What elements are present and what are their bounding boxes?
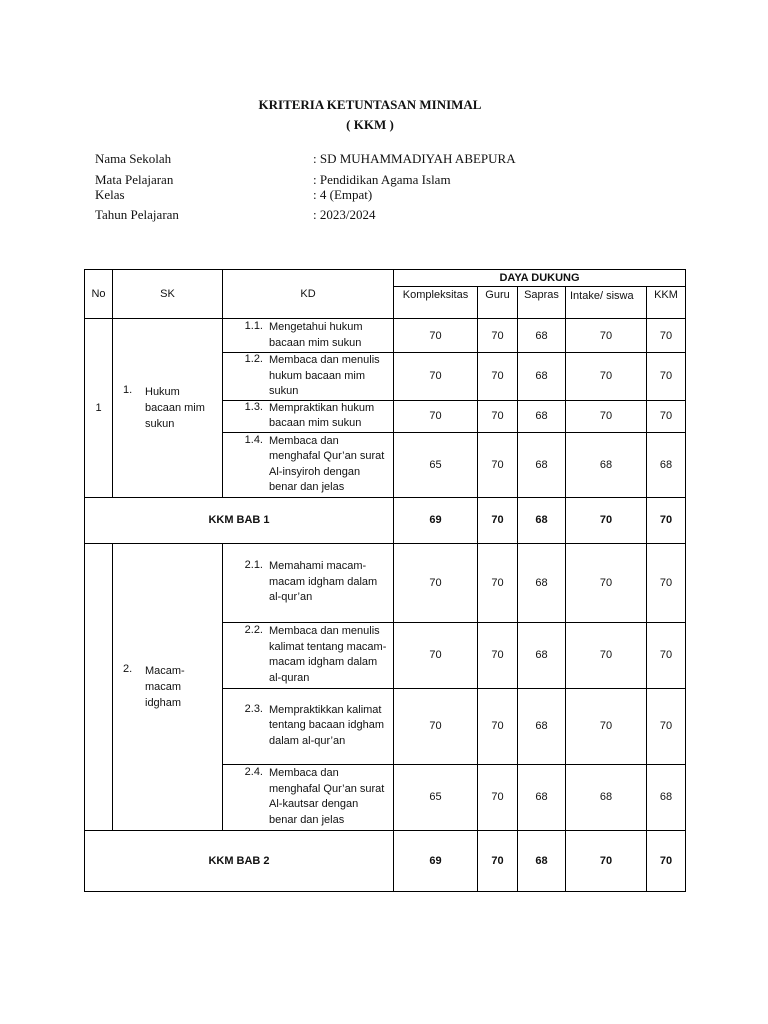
table-row: [85, 319, 686, 353]
cell-intake: 68: [566, 432, 647, 497]
header-daya-dukung: DAYA DUKUNG: [394, 270, 686, 287]
header-sapras: Sapras: [518, 287, 566, 319]
info-label-class: Kelas: [95, 187, 125, 202]
cell-sapras: 68: [518, 353, 566, 401]
kd-cell: [223, 353, 394, 401]
cell-guru: 70: [478, 353, 518, 401]
sk-text: Hukum bacaan mim sukun: [145, 385, 205, 430]
cell-kkm: 70: [647, 400, 686, 432]
cell-guru: 70: [478, 543, 518, 622]
cell-kompleksitas: 70: [394, 353, 478, 401]
info-value-year: : 2023/2024: [313, 207, 376, 222]
header-no: No: [85, 270, 113, 319]
cell-intake: 70: [566, 543, 647, 622]
info-value-school: : SD MUHAMMADIYAH ABEPURA: [313, 151, 516, 166]
header-sk: SK: [113, 270, 223, 319]
cell-intake: 68: [566, 764, 647, 830]
kd-text: Membaca dan menulis hukum bacaan mim sukun: [269, 354, 380, 397]
cell-sapras: 68: [518, 319, 566, 353]
kd-text: Membaca dan menghafal Qur’an surat Al-kautsar dengan benar dan jelas: [269, 767, 385, 826]
cell-intake: 70: [566, 319, 647, 353]
summary-label: KKM BAB 1: [85, 497, 394, 543]
document-subtitle: ( KKM ): [346, 117, 394, 132]
cell-guru: 70: [478, 432, 518, 497]
cell-guru: 70: [478, 764, 518, 830]
summary-kkm: 70: [647, 497, 686, 543]
kd-text: Membaca dan menghafal Qur’an surat Al-insyiroh dengan benar dan jelas: [269, 434, 385, 493]
kd-number: 2.1.: [244, 559, 263, 572]
cell-sapras: 68: [518, 400, 566, 432]
kd-text: Mempraktikan hukum bacaan mim sukun: [269, 401, 375, 429]
summary-intake: 70: [566, 497, 647, 543]
cell-kkm: 70: [647, 319, 686, 353]
cell-kompleksitas: 65: [394, 432, 478, 497]
cell-intake: 70: [566, 622, 647, 688]
cell-kkm: 70: [647, 622, 686, 688]
summary-kompleksitas: 69: [394, 830, 478, 891]
summary-sapras: 68: [518, 830, 566, 891]
cell-kkm: 68: [647, 764, 686, 830]
summary-kkm: 70: [647, 830, 686, 891]
row-no: 1: [85, 319, 113, 498]
cell-intake: 70: [566, 688, 647, 764]
header-kd: KD: [223, 270, 394, 319]
kd-cell: [223, 432, 394, 497]
summary-intake: 70: [566, 830, 647, 891]
info-label-school: Nama Sekolah: [95, 151, 172, 166]
sk-text: Macam-macam idgham: [145, 664, 185, 709]
cell-sapras: 68: [518, 432, 566, 497]
cell-intake: 70: [566, 400, 647, 432]
kd-text: Mengetahui hukum bacaan mim sukun: [269, 321, 363, 349]
cell-guru: 70: [478, 400, 518, 432]
kd-number: 1.3.: [244, 400, 263, 413]
kd-text: Memahami macam-macam idgham dalam al-qur’an: [269, 560, 378, 604]
kd-number: 1.2.: [244, 353, 263, 365]
cell-intake: 70: [566, 353, 647, 401]
kd-cell: [223, 764, 394, 830]
kkm-table: [84, 269, 686, 892]
summary-sapras: 68: [518, 497, 566, 543]
cell-kkm: 68: [647, 432, 686, 497]
kd-cell: [223, 622, 394, 688]
kd-number: 2.4.: [244, 766, 263, 778]
kd-number: 2.2.: [244, 624, 263, 636]
cell-kkm: 70: [647, 543, 686, 622]
cell-kompleksitas: 65: [394, 764, 478, 830]
info-label-year: Tahun Pelajaran: [95, 207, 179, 222]
cell-sapras: 68: [518, 688, 566, 764]
summary-label: KKM BAB 2: [85, 830, 394, 891]
sk-cell: [113, 543, 223, 830]
row-no: [85, 543, 113, 830]
kd-cell: [223, 319, 394, 353]
header-kompleksitas: Kompleksitas: [394, 287, 478, 319]
summary-kompleksitas: 69: [394, 497, 478, 543]
cell-kompleksitas: 70: [394, 400, 478, 432]
kd-text: Mempraktikkan kalimat tentang bacaan idgham dalam al-qur’an: [269, 703, 384, 747]
cell-guru: 70: [478, 688, 518, 764]
cell-kompleksitas: 70: [394, 543, 478, 622]
info-value-class: : 4 (Empat): [313, 187, 373, 202]
header-guru: Guru: [478, 287, 518, 319]
cell-guru: 70: [478, 622, 518, 688]
cell-kkm: 70: [647, 353, 686, 401]
header-kkm: KKM: [647, 287, 686, 319]
cell-sapras: 68: [518, 543, 566, 622]
kd-cell: [223, 543, 394, 622]
summary-row: [85, 830, 686, 891]
kd-number: 1.4.: [244, 433, 263, 446]
kd-cell: [223, 688, 394, 764]
cell-sapras: 68: [518, 764, 566, 830]
document-title: KRITERIA KETUNTASAN MINIMAL: [258, 97, 482, 112]
cell-guru: 70: [478, 319, 518, 353]
sk-number: 2.: [123, 662, 133, 675]
summary-guru: 70: [478, 497, 518, 543]
kd-number: 1.1.: [244, 320, 263, 332]
kd-text: Membaca dan menulis kalimat tentang macam-macam idgham dalam al-quran: [269, 625, 387, 684]
summary-guru: 70: [478, 830, 518, 891]
table-row: [85, 543, 686, 622]
header-intake: Intake/ siswa: [566, 287, 647, 319]
sk-number: 1.: [123, 383, 133, 396]
info-value-subject: : Pendidikan Agama Islam: [313, 172, 451, 187]
sk-cell: [113, 319, 223, 498]
cell-kompleksitas: 70: [394, 622, 478, 688]
cell-kkm: 70: [647, 688, 686, 764]
summary-row: [85, 497, 686, 543]
cell-kompleksitas: 70: [394, 688, 478, 764]
kd-number: 2.3.: [244, 702, 263, 715]
kd-cell: [223, 400, 394, 432]
cell-sapras: 68: [518, 622, 566, 688]
cell-kompleksitas: 70: [394, 319, 478, 353]
info-label-subject: Mata Pelajaran: [95, 172, 174, 187]
